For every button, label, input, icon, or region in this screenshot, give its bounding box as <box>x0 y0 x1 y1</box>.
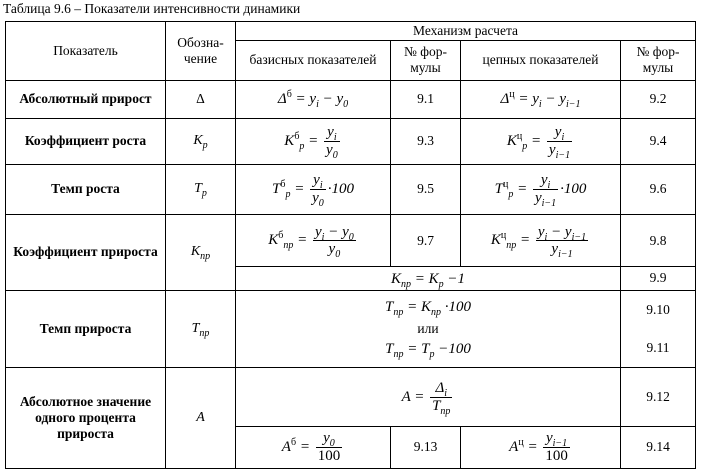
row-symbol: $K_р$ <box>166 118 236 164</box>
table-caption: Таблица 9.6 – Показатели интенсивности динамики <box>3 1 301 16</box>
formula-no-9-11: 9.11 <box>646 339 670 355</box>
formula-no: 9.5 <box>391 164 461 214</box>
dynamics-intensity-table <box>5 21 696 469</box>
formula-9-13: $A^б$ = $\frac{y_0}{100}$ <box>236 426 391 468</box>
table-row <box>6 118 696 164</box>
formula-9-14: $A^ц$ = $\frac{y_{i-1}}{100}$ <box>461 426 621 468</box>
formula-9-1: $\Delta^б = y_i - y_0$ <box>236 80 391 118</box>
row-name: Абсолютный прирост <box>6 80 166 118</box>
formula-9-10: $T_{пр} = K_{пр} \cdot 100$ <box>385 299 471 319</box>
formula-no: 9.2 <box>621 80 696 118</box>
row-name: Темп прироста <box>6 290 166 368</box>
formula-no <box>621 290 696 368</box>
formula-no: 9.6 <box>621 164 696 214</box>
row-name: Коэффициент прироста <box>6 215 166 291</box>
table-row <box>6 164 696 214</box>
row-name: Абсолютное значение одного процента прироста <box>6 368 166 469</box>
formula-9-2: $\Delta^ц = y_i - y_{i-1}$ <box>461 80 621 118</box>
formula-9-4: $K^ц_р$ = $\frac{y_i}{y_{i-1}}$ <box>461 118 621 164</box>
formula-9-3: $K^б_р$ = $\frac{y_i}{y_0}$ <box>236 118 391 164</box>
formula-no: 9.4 <box>621 118 696 164</box>
formula-9-6: $T^ц_р$ = $\frac{y_i}{y_{i-1}}$ ·100 <box>461 164 621 214</box>
formula-no: 9.9 <box>621 267 696 290</box>
formula-9-9: $K_{пр} = K_р -1$ <box>236 267 621 290</box>
table-row <box>6 368 696 427</box>
formula-no: 9.1 <box>391 80 461 118</box>
header-indicator: Показатель <box>6 22 166 81</box>
formula-no: 9.13 <box>391 426 461 468</box>
formula-no: 9.7 <box>391 215 461 267</box>
table-row <box>6 215 696 267</box>
header-basic: базисных показателей <box>236 40 391 80</box>
formula-9-12: A = $\frac{\Delta_i}{T_{пр}}$ <box>236 368 621 427</box>
header-chain: цепных показателей <box>461 40 621 80</box>
header-designation: Обозна- чение <box>166 22 236 81</box>
or-label: или <box>417 321 439 337</box>
row-symbol: A <box>166 368 236 469</box>
row-symbol: $T_{пр}$ <box>166 290 236 368</box>
formula-no-9-10: 9.10 <box>646 301 670 317</box>
formula-9-10-9-11 <box>236 290 621 368</box>
table-row <box>6 290 696 368</box>
row-symbol: $T_р$ <box>166 164 236 214</box>
row-name: Темп роста <box>6 164 166 214</box>
row-symbol: Δ <box>166 80 236 118</box>
formula-no: 9.14 <box>621 426 696 468</box>
formula-no: 9.8 <box>621 215 696 267</box>
table-row <box>6 80 696 118</box>
header-formula-no-chain: № фор- мулы <box>621 40 696 80</box>
header-formula-no-basic: № фор- мулы <box>391 40 461 80</box>
header-mechanism: Механизм расчета <box>236 22 696 41</box>
formula-9-7: $K^б_{пр}$ = $\frac{y_i - y_0}{y_0}$ <box>236 215 391 267</box>
row-name: Коэффициент роста <box>6 118 166 164</box>
formula-no: 9.12 <box>621 368 696 427</box>
row-symbol: $K_{пр}$ <box>166 215 236 291</box>
formula-no: 9.3 <box>391 118 461 164</box>
formula-9-11: $T_{пр} = T_р -100$ <box>385 340 471 360</box>
formula-9-5: $T^б_р$ = $\frac{y_i}{y_0}$ ·100 <box>236 164 391 214</box>
formula-9-8: $K^ц_{пр}$ = $\frac{y_i - y_{i-1}}{y_{i-1}}$ <box>461 215 621 267</box>
